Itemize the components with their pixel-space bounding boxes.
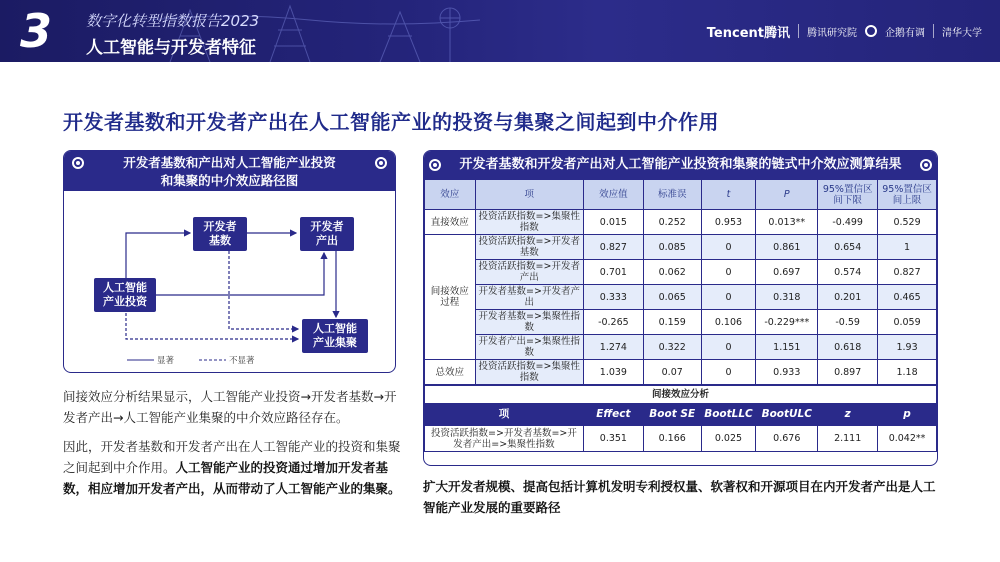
column-header: 效应值	[583, 180, 643, 210]
logo-divider	[933, 24, 934, 38]
table-cell: 0	[701, 285, 756, 310]
table-cell: 0.465	[878, 285, 937, 310]
table-cell: 0	[701, 235, 756, 260]
table-cell: 1.039	[583, 360, 643, 385]
table-cell: 0.159	[643, 310, 701, 335]
indirect-analysis-table	[424, 385, 937, 452]
results-table	[424, 179, 937, 385]
column-header: BootULC	[756, 404, 818, 426]
column-header: t	[701, 180, 756, 210]
table-cell: 0	[701, 260, 756, 285]
table-cell: 0.085	[643, 235, 701, 260]
mediation-table-panel	[423, 150, 938, 466]
node-label: 人工智能 产业投资	[103, 281, 147, 308]
column-header: P	[756, 180, 818, 210]
table-header	[424, 151, 937, 179]
table-cell: 0	[701, 360, 756, 385]
legend-significant: 显著	[157, 356, 175, 366]
column-header: p	[878, 404, 937, 426]
table-cell: 0.201	[818, 285, 878, 310]
table-row	[425, 260, 937, 285]
table-cell: 0.933	[756, 360, 818, 385]
table-cell: 0.252	[643, 210, 701, 235]
table-row	[425, 426, 937, 452]
table-cell: 0.953	[701, 210, 756, 235]
effect-label: 总效应	[425, 360, 476, 385]
table-cell: 投资活跃指数=>集聚性指数	[475, 360, 583, 385]
tsinghua-logo: 清华大学	[942, 27, 982, 39]
table-cell: 0.676	[756, 426, 818, 452]
conclusion-text: 扩大开发者规模、提高包括计算机发明专利授权量、软著权和开源项目在内开发者产出是人工智能产业发展的重要路径	[423, 479, 936, 515]
penguin-survey-logo: 企鹅有调	[885, 27, 925, 39]
bullet-icon	[920, 159, 932, 171]
legend-not-significant: 不显著	[229, 356, 255, 366]
table-cell: 0.654	[818, 235, 878, 260]
table-cell: 0.701	[583, 260, 643, 285]
table-cell: 0.827	[583, 235, 643, 260]
column-header: 95%置信区间上限	[878, 180, 937, 210]
section-number: 3	[20, 4, 53, 58]
logo-divider	[798, 24, 799, 38]
table-cell: -0.265	[583, 310, 643, 335]
table-cell: 0.322	[643, 335, 701, 360]
indirect-analysis-title-row	[425, 386, 937, 404]
paragraph-bold-text: 人工智能产业的投资通过增加开发者基数，相应增加开发者产出，从而带动了人工智能产业的集聚。	[63, 460, 401, 496]
node-developer-output	[300, 217, 354, 251]
table-cell: 1	[878, 235, 937, 260]
table-cell: 0.013**	[756, 210, 818, 235]
table-row	[425, 235, 937, 260]
page-title: 开发者基数和开发者产出在人工智能产业的投资与集聚之间起到中介作用	[63, 110, 719, 134]
bullet-icon	[429, 159, 441, 171]
table-cell: 1.151	[756, 335, 818, 360]
table-cell: 1.18	[878, 360, 937, 385]
table-cell: 0.827	[878, 260, 937, 285]
column-header: 项	[475, 180, 583, 210]
left-paragraph-2	[63, 436, 403, 499]
column-header: z	[818, 404, 878, 426]
table-cell: 投资活跃指数=>集聚性指数	[475, 210, 583, 235]
column-header: 效应	[425, 180, 476, 210]
column-header: 95%置信区间下限	[818, 180, 878, 210]
table-cell: 0.042**	[878, 426, 937, 452]
table-cell: -0.499	[818, 210, 878, 235]
tencent-research-logo: 腾讯研究院	[807, 27, 857, 39]
table-cell: 开发者产出=>集聚性指数	[475, 335, 583, 360]
table-cell: 0.574	[818, 260, 878, 285]
table-cell: 0.062	[643, 260, 701, 285]
logo-bar	[707, 18, 982, 44]
effect-label: 间接效应过程	[425, 235, 476, 360]
table-cell: -0.59	[818, 310, 878, 335]
node-label: 开发者 产出	[310, 220, 344, 247]
table-cell: 0.106	[701, 310, 756, 335]
table-cell: 0.697	[756, 260, 818, 285]
column-header: Boot SE	[643, 404, 701, 426]
diagram-header	[64, 151, 395, 191]
table-cell: 0.166	[643, 426, 701, 452]
column-header: 项	[425, 404, 584, 426]
table-cell: 投资活跃指数=>开发者产出	[475, 260, 583, 285]
section-title: 人工智能与开发者特征	[86, 38, 256, 58]
table-cell: 开发者基数=>集聚性指数	[475, 310, 583, 335]
table-cell: 0.861	[756, 235, 818, 260]
tencent-logo: Tencent腾讯	[706, 25, 790, 41]
table-row	[425, 310, 937, 335]
table-cell: 开发者基数=>开发者产出	[475, 285, 583, 310]
table-row	[425, 210, 937, 235]
table-cell: 0.897	[818, 360, 878, 385]
node-ai-cluster	[302, 319, 368, 353]
header-band	[0, 0, 1000, 62]
column-header: 标准误	[643, 180, 701, 210]
column-header: Effect	[583, 404, 643, 426]
node-developer-base	[193, 217, 247, 251]
table-cell: 0.07	[643, 360, 701, 385]
indirect-analysis-header-row	[425, 404, 937, 426]
table-cell: 0.065	[643, 285, 701, 310]
table-title: 开发者基数和开发者产出对人工智能产业投资和集聚的链式中介效应测算结果	[459, 157, 902, 172]
table-cell: 0.025	[701, 426, 756, 452]
bullet-icon	[375, 157, 387, 169]
table-cell: 0.618	[818, 335, 878, 360]
penguin-survey-icon	[865, 25, 877, 37]
diagram-title-line1: 开发者基数和产出对人工智能产业投资	[123, 155, 336, 170]
table-row	[425, 335, 937, 360]
node-ai-investment	[94, 278, 156, 312]
paragraph-normal-text: 因此，开发者基数和开发者产出在人工智能产业的投资和集聚之间起到中介作用。	[63, 439, 401, 475]
table-cell: 0.333	[583, 285, 643, 310]
table-cell: 2.111	[818, 426, 878, 452]
table-header-row	[425, 180, 937, 210]
table-cell: 0	[701, 335, 756, 360]
node-label: 开发者 基数	[203, 220, 237, 247]
table-cell: 投资活跃指数=>开发者基数	[475, 235, 583, 260]
left-paragraph-1: 间接效应分析结果显示，人工智能产业投资→开发者基数→开发者产出→人工智能产业集聚的中介效应路径存在。	[63, 389, 397, 425]
bullet-icon	[72, 157, 84, 169]
table-cell: 0.318	[756, 285, 818, 310]
mediation-diagram-panel	[63, 150, 396, 373]
indirect-analysis-label: 间接效应分析	[425, 386, 937, 404]
table-cell: 投资活跃指数=>开发者基数=>开发者产出=>集聚性指数	[425, 426, 584, 452]
table-cell: 0.529	[878, 210, 937, 235]
table-cell: -0.229***	[756, 310, 818, 335]
column-header: BootLLC	[701, 404, 756, 426]
table-cell: 0.059	[878, 310, 937, 335]
report-title: 数字化转型指数报告2023	[86, 12, 260, 30]
diagram-title-line2: 和集聚的中介效应路径图	[160, 173, 299, 188]
table-cell: 1.93	[878, 335, 937, 360]
table-cell: 0.351	[583, 426, 643, 452]
table-cell: 0.015	[583, 210, 643, 235]
node-label: 人工智能 产业集聚	[313, 322, 357, 349]
table-row	[425, 360, 937, 385]
effect-label: 直接效应	[425, 210, 476, 235]
table-cell: 1.274	[583, 335, 643, 360]
table-row	[425, 285, 937, 310]
